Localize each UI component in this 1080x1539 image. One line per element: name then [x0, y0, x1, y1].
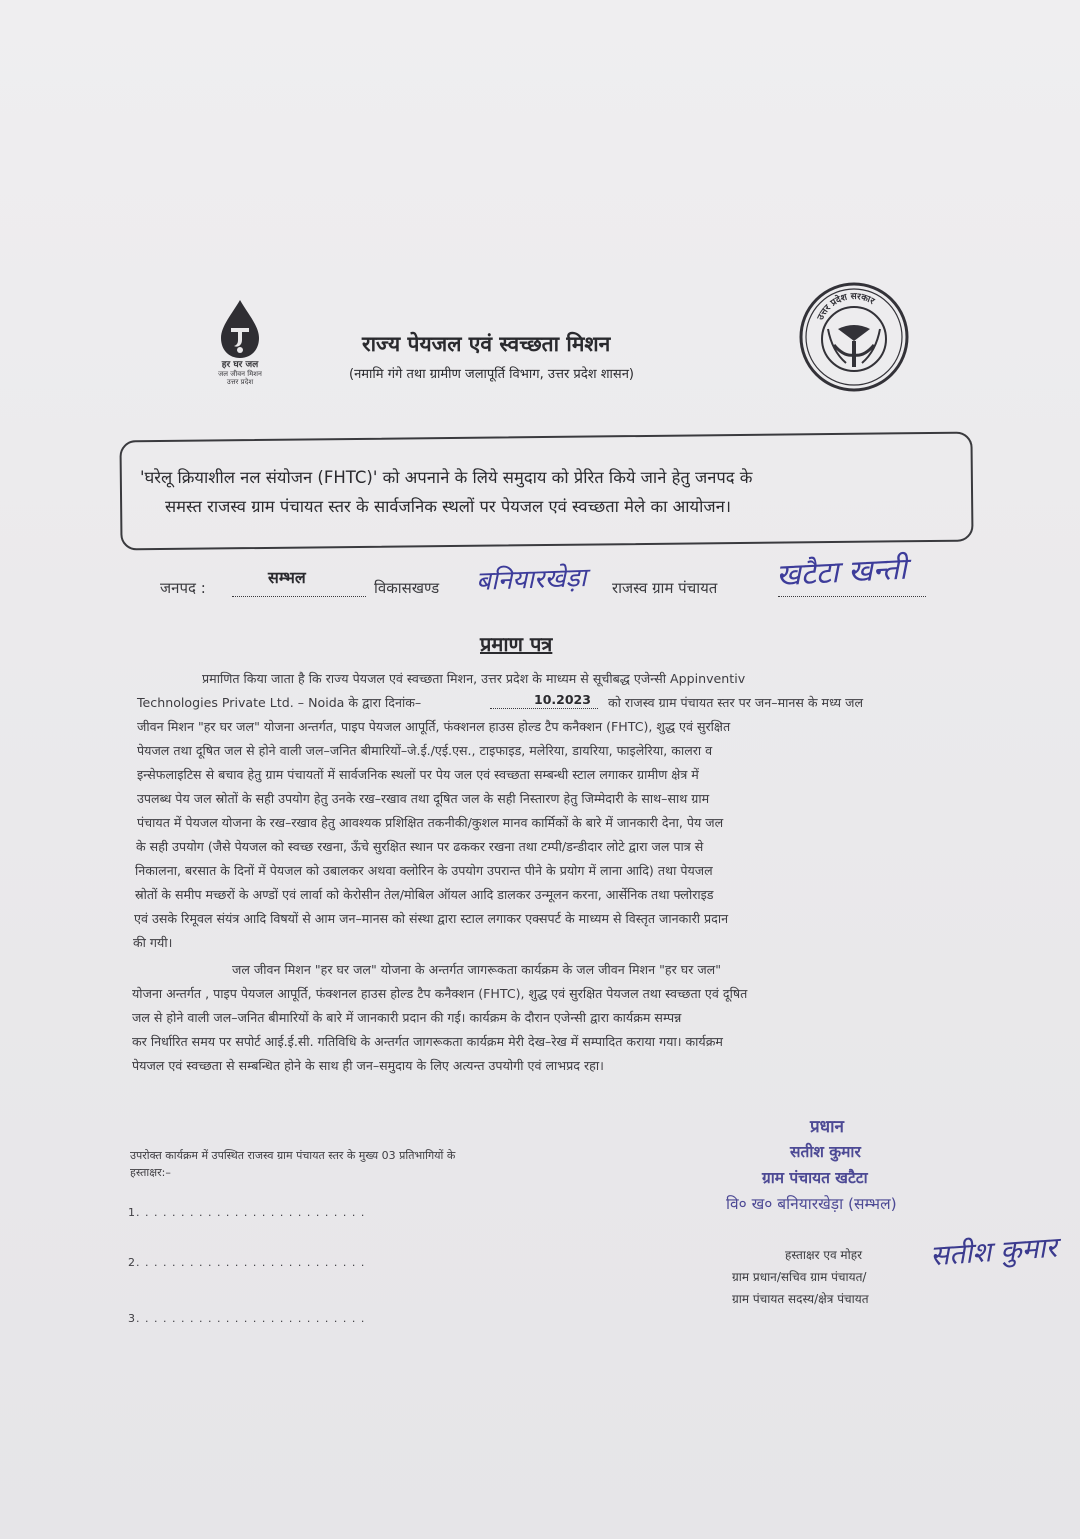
participants-heading-1: उपरोक्त कार्यक्रम में उपस्थित राजस्व ग्राम पंचायत स्तर के मुख्य 03 प्रतिभागियों के: [130, 1149, 456, 1162]
p1-line-6: उपलब्ध पेय जल स्रोतों के सही उपयोग हेतु उनके रख–रखाव तथा दूषित जल के सही निस्तारण हेतु जिम्मेदारी के साथ–साथ ग्राम: [137, 791, 710, 806]
p1-line-5: इन्सेफलाइटिस से बचाव हेतु ग्राम पंचायतों में सार्वजनिक स्थलों पर पेय जल एवं स्वच्छता सम्बन्धी स्टाल लगाकर ग्रामीण क्षेत्र में: [137, 767, 699, 782]
org-title: राज्य पेयजल एवं स्वच्छता मिशन: [362, 332, 611, 356]
p1-line-8: के सही उपयोग (जैसे पेयजल को स्वच्छ रखना, ऊँचे सुरक्षित स्थान पर ढककर रखना तथा टम्पी/डन्डीदार लोटे द्वारा जल पात्र से: [136, 839, 704, 854]
date-dotted-line: [490, 708, 598, 709]
participant-sign-line-3: 3. . . . . . . . . . . . . . . . . . . . . . . . . .: [128, 1312, 366, 1325]
logo-caption-3: उत्तर प्रदेश: [226, 378, 254, 386]
participant-sign-line-2: 2. . . . . . . . . . . . . . . . . . . . . . . . . .: [128, 1256, 366, 1269]
har-ghar-jal-logo: [200, 298, 280, 398]
signature-role-line-1: ग्राम प्रधान/सचिव ग्राम पंचायत/: [732, 1270, 867, 1284]
p1-line-9: निकालना, बरसात के दिनों में पेयजल को उबालकर अथवा क्लोरिन के उपयोग उपरान्त पीने के प्रयोग में लाना आदि) तथा पेयजल: [135, 863, 713, 878]
p1-line-7: पंचायत में पेयजल योजना के रख–रखाव हेतु आवश्यक प्रशिक्षित तकनीकी/कुशल मानव कार्मिकों के बारे में जानकारी देना, पेय जल: [137, 815, 724, 830]
stamp-line-3: ग्राम पंचायत खटैटा: [762, 1169, 868, 1187]
logo-caption-2: जल जीवन मिशन: [218, 370, 262, 378]
p2-line-2: योजना अन्तर्गत , पाइप पेयजल आपूर्ति, फंक्शनल हाउस होल्ड टैप कनैक्शन (FHTC), शुद्ध एवं सुरक्षित पेयजल तथा स्वच्छता एवं दूषित: [132, 986, 748, 1001]
district-dotted-line: [232, 596, 366, 597]
org-subtitle: (नमामि गंगे तथा ग्रामीण जलापूर्ति विभाग, उत्तर प्रदेश शासन): [349, 367, 634, 382]
stamp-line-4: वि० ख० बनियारखेड़ा (सम्भल): [726, 1195, 897, 1213]
p1-line-11: एवं उसके रिमूवल संयंत्र आदि विषयों से आम जन–मानस को संस्था द्वारा स्टाल लगाकर एक्सपर्ट के माध्यम से विस्तृत जानकारी प्रदान: [134, 911, 729, 926]
p1-line-10: स्रोतों के समीप मच्छरों के अण्डों एवं लार्वा को केरोसीन तेल/मोबिल ऑयल आदि डालकर उन्मूलन करना, आर्सेनिक तथा फ्लोराइड: [135, 887, 714, 902]
up-government-seal-icon: [798, 281, 910, 393]
subject-line-1: 'घरेलू क्रियाशील नल संयोजन (FHTC)' को अपनाने के लिये समुदाय को प्रेरित किये जाने हेतु जनपद के: [140, 468, 753, 487]
participants-heading-2: हस्ताक्षर:–: [130, 1166, 171, 1179]
p1-line-1: प्रमाणित किया जाता है कि राज्य पेयजल एवं स्वच्छता मिशन, उत्तर प्रदेश के माध्यम से सूचीबद्ध एजेन्सी Appinventiv: [202, 671, 746, 686]
panchayat-label: राजस्व ग्राम पंचायत: [612, 579, 718, 597]
p1-line-12: की गयी।: [133, 935, 173, 950]
p2-line-5: पेयजल एवं स्वच्छता से सम्बन्धित होने के साथ ही जन–समुदाय के लिए अत्यन्त उपयोगी एवं लाभप्रद रहा।: [132, 1058, 604, 1073]
logo-caption-1: हर घर जल: [221, 360, 259, 370]
stamp-line-2: सतीश कुमार: [790, 1143, 861, 1161]
panchayat-value-handwritten: खटैटा खन्ती: [775, 551, 908, 594]
date-value: 10.2023: [534, 692, 591, 707]
p2-line-3: जल से होने वाली जल–जनित बीमारियों के बारे में जानकारी प्रदान की गई। कार्यक्रम के दौरान एजेन्सी द्वारा कार्यक्रम सम्पन्न: [132, 1010, 682, 1025]
district-value: सम्भल: [268, 568, 306, 587]
p1-line-2b: को राजस्व ग्राम पंचायत स्तर पर जन–मानस के मध्य जल: [608, 695, 863, 710]
p1-line-2a: Technologies Private Ltd. – Noida के द्वारा दिनांक–: [137, 695, 422, 710]
subject-line-2: समस्त राजस्व ग्राम पंचायत स्तर के सार्वजनिक स्थलों पर पेयजल एवं स्वच्छता मेले का आयोजन।: [165, 497, 732, 516]
p2-line-1: जल जीवन मिशन "हर घर जल" योजना के अन्तर्गत जागरूकता कार्यक्रम के जल जीवन मिशन "हर घर जल": [232, 962, 721, 977]
p1-line-3: जीवन मिशन "हर घर जल" योजना अन्तर्गत, पाइप पेयजल आपूर्ति, फंक्शनल हाउस होल्ड टैप कनैक्शन (FHTC), शुद्ध एवं सुरक्षित: [137, 719, 731, 734]
block-label: विकासखण्ड: [374, 579, 440, 597]
water-drop-icon: [217, 298, 263, 360]
district-label: जनपद :: [160, 579, 206, 597]
handwritten-signature: सतीश कुमार: [929, 1230, 1059, 1273]
signature-label: हस्ताक्षर एव मोहर: [785, 1248, 863, 1262]
subject-box: [119, 432, 973, 551]
stamp-line-1: प्रधान: [810, 1117, 844, 1137]
block-value-handwritten: बनियारखेड़ा: [475, 563, 587, 597]
certificate-title: प्रमाण पत्र: [480, 632, 553, 656]
participant-sign-line-1: 1. . . . . . . . . . . . . . . . . . . . . . . . . .: [128, 1206, 366, 1219]
panchayat-dotted-line: [778, 596, 926, 597]
signature-role-line-2: ग्राम पंचायत सदस्य/क्षेत्र पंचायत: [732, 1292, 869, 1306]
p2-line-4: कर निर्धारित समय पर सपोर्ट आई.ई.सी. गतिविधि के अन्तर्गत जागरूकता कार्यक्रम मेरी देख–रेख में सम्पादित कराया गया। कार्यक्रम: [132, 1034, 723, 1049]
svg-text:उत्तर प्रदेश सरकार: उत्तर प्रदेश सरकार: [815, 291, 876, 322]
p1-line-4: पेयजल तथा दूषित जल से होने वाली जल–जनित बीमारियों–जे.ई./एई.एस., टाइफाइड, मलेरिया, डायरिया, फाइलेरिया, कालरा व: [137, 743, 713, 758]
